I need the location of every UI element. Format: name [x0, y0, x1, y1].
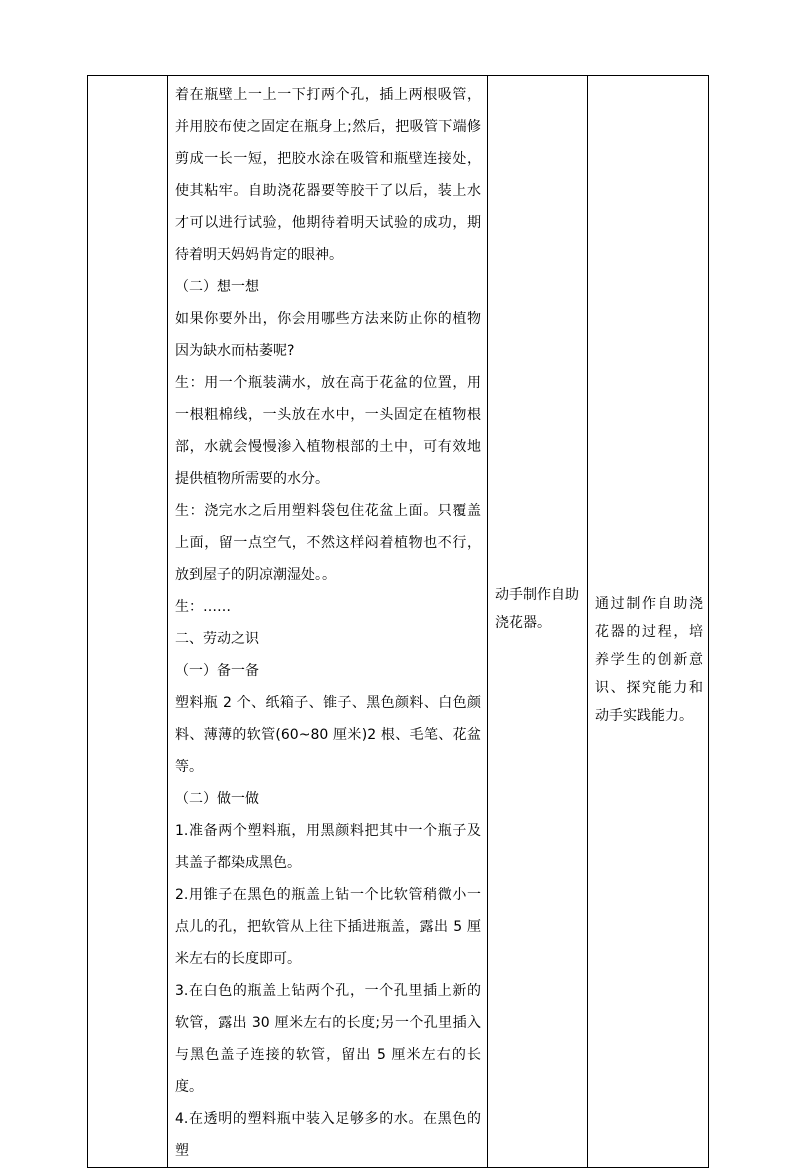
section-heading: （二）想一想 [175, 279, 259, 295]
stage-cell [88, 76, 168, 1168]
teaching-process-content [168, 76, 487, 1167]
lesson-plan-table [87, 75, 709, 1168]
section-heading: （二）做一做 [175, 791, 259, 807]
paragraph: 如果你要外出，你会用哪些方法来防止你的植物因为缺水而枯萎呢? [175, 311, 481, 359]
step-item: 4.在透明的塑料瓶中装入足够多的水。在黑色的塑 [175, 1111, 481, 1159]
teaching-process-cell [168, 76, 488, 1168]
student-answer: 生：…… [175, 599, 231, 615]
student-activity-cell [488, 76, 588, 1168]
paragraph: 着在瓶壁上一上一下打两个孔，插上两根吸管，并用胶布使之固定在瓶身上;然后，把吸管下端修剪成一长一短，把胶水涂在吸管和瓶壁连接处，使其粘牢。自助浇花器要等胶干了以后，装上水才可以进行试验，他期待着明天试验的成功，期待着明天妈妈肯定的眼神。 [175, 87, 481, 263]
student-answer: 生：用一个瓶装满水，放在高于花盆的位置，用一根粗棉线，一头放在水中，一头固定在植物根部，水就会慢慢渗入植物根部的土中，可有效地提供植物所需要的水分。 [175, 375, 481, 487]
step-item: 2.用锥子在黑色的瓶盖上钻一个比软管稍微小一点儿的孔，把软管从上往下插进瓶盖，露出 5 厘米左右的长度即可。 [175, 887, 481, 967]
step-item: 1.准备两个塑料瓶，用黑颜料把其中一个瓶子及其盖子都染成黑色。 [175, 823, 481, 871]
table-row [88, 76, 709, 1168]
student-activity-text: 动手制作自助浇花器。 [495, 587, 579, 631]
student-answer: 生：浇完水之后用塑料袋包住花盆上面。只覆盖上面，留一点空气，不然这样闷着植物也不行，放到屋子的阴凉潮湿处。。 [175, 503, 481, 583]
step-item: 3.在白色的瓶盖上钻两个孔，一个孔里插上新的软管，露出 30 厘米左右的长度;另一个孔里插入与黑色盖子连接的软管，留出 5 厘米左右的长度。 [175, 983, 481, 1095]
design-intent-text: 通过制作自助浇花器的过程，培养学生的创新意识、探究能力和动手实践能力。 [595, 596, 703, 724]
section-heading: 二、劳动之识 [175, 631, 259, 647]
materials-list: 塑料瓶 2 个、纸箱子、锥子、黑色颜料、白色颜料、薄薄的软管(60~80 厘米)2 根、毛笔、花盆等。 [175, 695, 481, 775]
section-heading: （一）备一备 [175, 663, 259, 679]
design-intent-cell [588, 76, 709, 1168]
